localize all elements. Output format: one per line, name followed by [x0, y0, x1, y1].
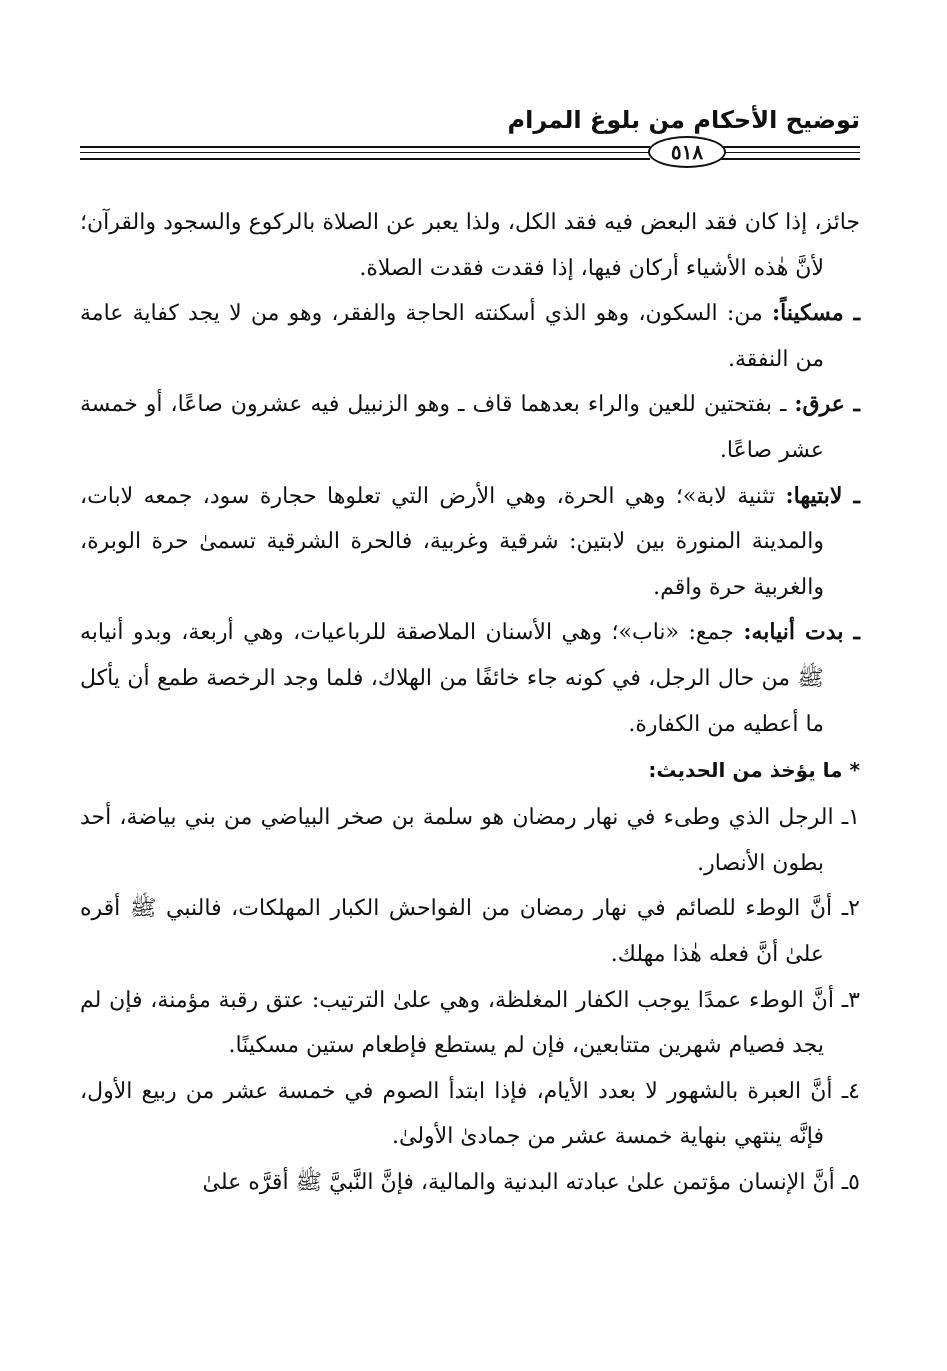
vocab-entry — [80, 610, 860, 747]
vocab-term: ـ لابتيها: — [785, 482, 860, 509]
header-rule — [720, 146, 860, 148]
vocab-definition: ـ بفتحتين للعين والراء بعدهما قاف ـ وهو الزنبيل فيه عشرون صاعًا، أو خمسة عشر صاعًا. — [80, 392, 824, 463]
page-header — [80, 100, 860, 180]
header-rule — [80, 146, 650, 148]
header-rule — [720, 152, 860, 153]
header-rule — [80, 152, 650, 153]
list-item: ٤ـ أنَّ العبرة بالشهور لا بعدد الأيام، فإذا ابتدأ الصوم في خمسة عشر من ربيع الأول، فإنَّه ينتهي بنهاية خمسة عشر من جمادىٰ الأولىٰ. — [80, 1078, 860, 1150]
vocab-definition: من: السكون، وهو الذي أسكنته الحاجة والفقر، وهو من لا يجد كفاية عامة من النفقة. — [80, 301, 824, 372]
header-rule — [80, 158, 650, 160]
vocab-definition: تثنية لابة»؛ وهي الحرة، وهي الأرض التي تعلوها حجارة سود، جمعه لابات، والمدينة المنورة بين لابتين: شرقية وغربية، فالحرة الشرقية تسمىٰ حرة الوبرة، والغربية حرة واقم. — [80, 483, 824, 600]
vocab-entry — [80, 474, 860, 611]
book-title: توضيح الأحكام من بلوغ المرام — [507, 106, 860, 134]
header-rule — [720, 158, 860, 160]
list-item: ٥ـ أنَّ الإنسان مؤتمن علىٰ عبادته البدنية والمالية، فإنَّ النَّبيَّ ﷺ أقرَّه علىٰ — [202, 1169, 860, 1195]
list-item: ٢ـ أنَّ الوطء للصائم في نهار رمضان من الفواحش الكبار المهلكات، فالنبي ﷺ أقره علىٰ أنَّ فعله هٰذا مهلك. — [80, 896, 860, 967]
list-item: ٣ـ أنَّ الوطء عمدًا يوجب الكفار المغلظة، وهي علىٰ الترتيب: عتق رقبة مؤمنة، فإن لم يجد فصيام شهرين متتابعين، فإن لم يستطع فإطعام ستين مسكينًا. — [80, 987, 860, 1059]
vocab-entry — [80, 382, 860, 473]
list-item: ١ـ الرجل الذي وطىء في نهار رمضان هو سلمة بن صخر البياضي من بني بياضة، أحد بطون الأنصار. — [80, 805, 860, 876]
vocab-definition: جمع: «ناب»؛ وهي الأسنان الملاصقة للرباعيات، وهي أربعة، وبدو أنيابه ﷺ من حال الرجل، في كونه جاء خائفًا من الهلاك، فلما وجد الرخصة طمع أن يأكل ما أعطيه من الكفارة. — [80, 620, 824, 737]
vocab-term: ـ بدت أنيابه: — [743, 619, 860, 646]
vocab-term: ـ عرق: — [794, 391, 860, 418]
continuation-paragraph: جائز، إذا كان فقد البعض فيه فقد الكل، ولذا يعبر عن الصلاة بالركوع والسجود والقرآن؛ لأنَّ هٰذه الأشياء أركان فيها، إذا فقدت فقدت الصلاة. — [80, 210, 860, 281]
page-number: ٥١٨ — [648, 136, 726, 168]
section-heading: * ما يؤخذ من الحديث: — [648, 758, 860, 783]
page-body — [80, 200, 860, 1205]
vocab-entry — [80, 291, 860, 382]
vocab-term: ـ مسكيناً: — [772, 300, 861, 327]
